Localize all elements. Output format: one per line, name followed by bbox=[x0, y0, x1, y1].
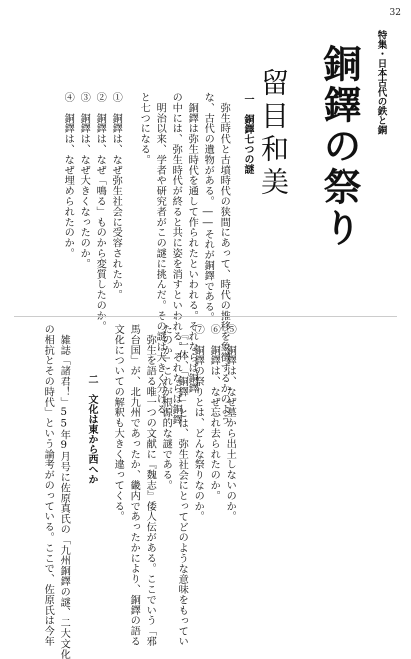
text-line: ⑤ 銅鐸は、なぜ墓から出土しないのか。 bbox=[224, 324, 236, 522]
text-line: 馬台国」が、北九州であったか、畿内であったかにより、銅鐸の語る bbox=[128, 324, 140, 647]
text-line: ⑥ 銅鐸は、なぜ忘れ去られたのか。 bbox=[208, 324, 220, 501]
special-feature-label: 特集・日本古代の鉄と銅 bbox=[375, 30, 387, 135]
section-heading-1: 一 銅鐸七つの謎 bbox=[242, 94, 253, 174]
text-line: 文化についての解釈も大きく違ってくる。 bbox=[112, 324, 124, 522]
text-line: の中には、弥生時代が終ると共に姿を消すといわれる。それならば銅鐸 bbox=[170, 92, 182, 425]
text-line: 銅鐸は弥生時代を通して作られたといわれる。それならば銅鐸 bbox=[186, 92, 198, 394]
column-divider bbox=[14, 316, 397, 317]
page-number: 32 bbox=[389, 8, 401, 18]
text-line: ④ 銅鐸は、なぜ埋められたのか。 bbox=[62, 92, 74, 259]
text-line: ① 銅鐸は、なぜ弥生社会に受容されたか。 bbox=[110, 92, 122, 300]
text-line: 『一体、「銅鐸」とは、弥生社会にとってどのような意味をもってい bbox=[176, 324, 188, 647]
text-line: 弥生を語る唯一つの文献に『魏志』倭人伝がある。ここでいう「邪 bbox=[144, 324, 156, 647]
author-name: 留目和美 bbox=[257, 68, 290, 200]
text-line: 明治以来、学者や研究者がこの謎に挑んだ。その謎は大きく分ける bbox=[154, 92, 166, 415]
text-line: な、古代の遺物がある。――それが銅鐸である。 bbox=[202, 92, 214, 323]
text-line: たのか』これが根源的な謎である。 bbox=[160, 324, 172, 491]
text-line: と七つになる。 bbox=[138, 92, 150, 165]
text-line: 雑誌「諸君！」55年9月号に佐原真氏の「九州銅鐸の謎、二大文化 bbox=[58, 324, 70, 659]
section-heading-2: 二 文化は東から西へか bbox=[86, 374, 97, 484]
article-title: 銅鐸の祭り bbox=[317, 44, 361, 249]
text-line: の相抗とその時代」という論考がのっている。ここで、佐原氏は今年 bbox=[42, 324, 54, 647]
text-line: 弥生時代と古墳時代の狭間にあって、時代の推移を象徴するかのよう bbox=[218, 92, 230, 425]
text-line: ③ 銅鐸は、なぜ大きくなったのか。 bbox=[78, 92, 90, 269]
text-line: ⑦ 銅鐸の祭りとは、どんな祭りなのか。 bbox=[192, 324, 204, 522]
text-line: ② 銅鐸は、なぜ「鳴る」ものから変質したのか。 bbox=[94, 92, 106, 332]
